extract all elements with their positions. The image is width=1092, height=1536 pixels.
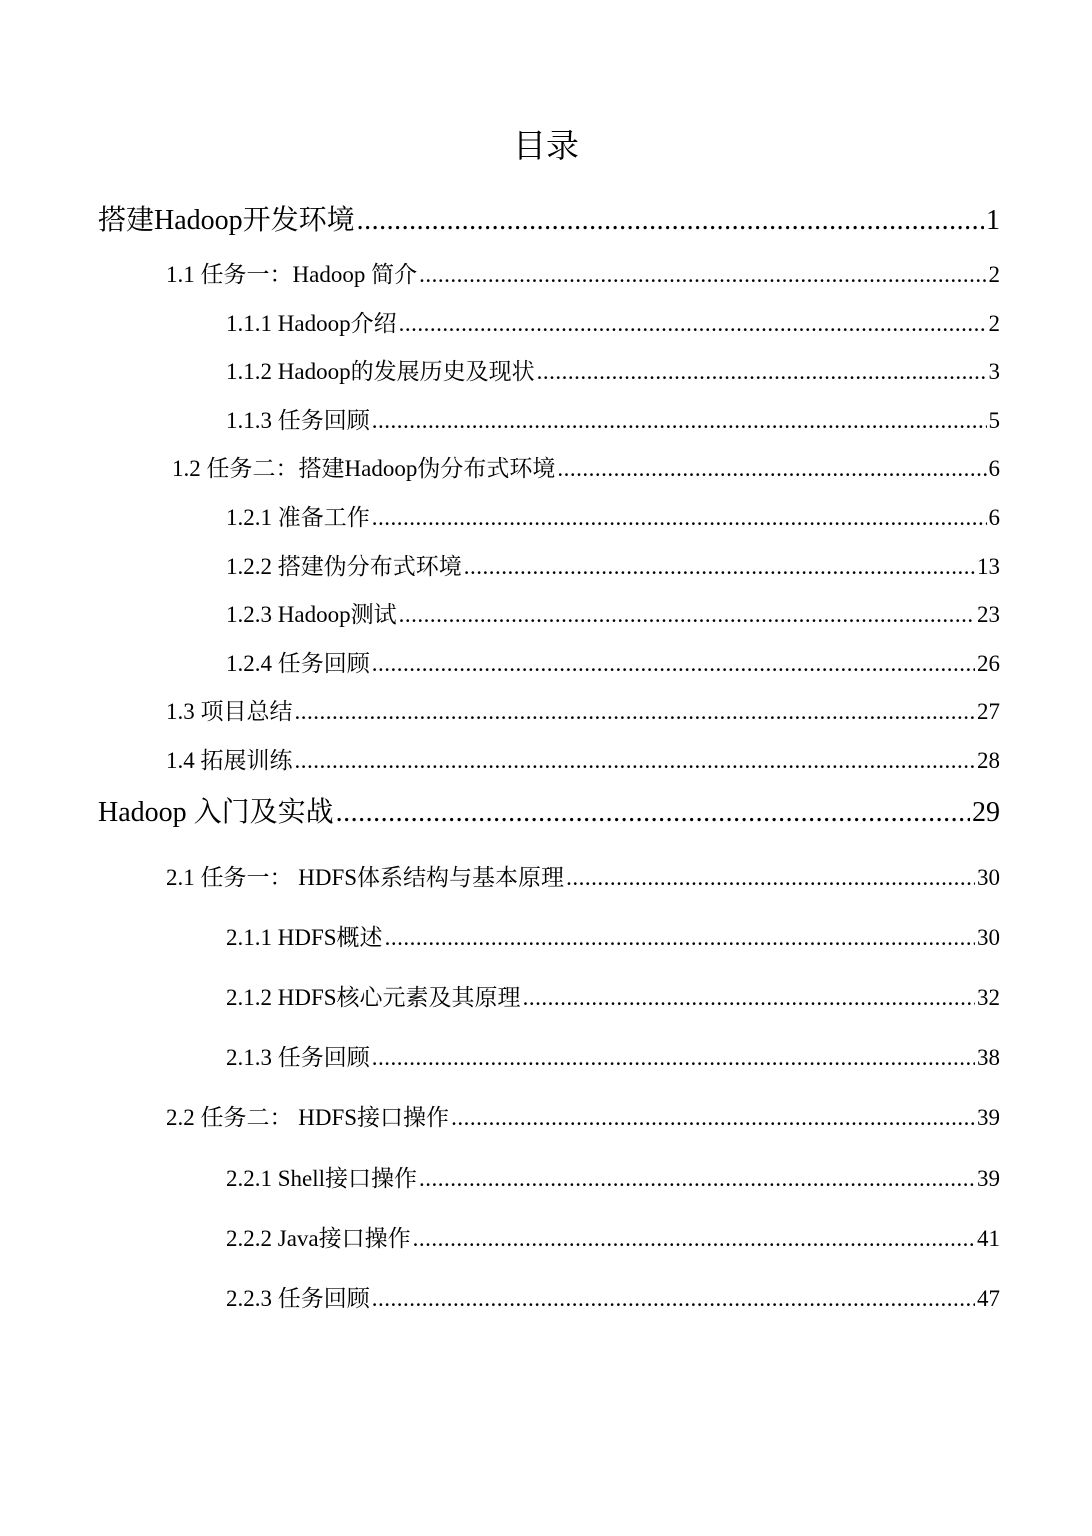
toc-page-number: 47 — [977, 1286, 1000, 1311]
toc-entry-label: 2.2 任务二： HDFS接口操作 — [166, 1105, 450, 1130]
toc-entry-1-1[interactable] — [166, 260, 1000, 290]
toc-entry-label: 1.1.1 Hadoop介绍 — [226, 311, 397, 336]
dot-leader — [385, 923, 975, 953]
toc-entry-label: 1.2.2 搭建伪分布式环境 — [226, 554, 462, 579]
dot-leader — [451, 1103, 975, 1133]
toc-page-number: 29 — [972, 797, 1000, 828]
toc-entry-label: 2.2.1 Shell接口操作 — [226, 1166, 418, 1191]
toc-entry-2-2-2[interactable] — [226, 1224, 1000, 1254]
toc-entry-label: 1.2 任务二：搭建Hadoop伪分布式环境 — [172, 456, 556, 481]
toc-page-number: 30 — [977, 925, 1000, 950]
dot-leader — [295, 746, 976, 776]
dot-leader — [372, 1043, 975, 1073]
dot-leader — [464, 552, 975, 582]
toc-page-number: 6 — [988, 505, 1000, 530]
toc-page-number: 1 — [986, 205, 1000, 236]
dot-leader — [357, 203, 984, 239]
dot-leader — [399, 600, 975, 630]
toc-entry-1-2-3[interactable] — [226, 600, 1000, 630]
toc-page-number: 27 — [977, 699, 1000, 724]
toc-entry-1-2-2[interactable] — [226, 552, 1000, 582]
toc-entry-chapter-1[interactable] — [98, 203, 1000, 239]
toc-entry-2-2-1[interactable] — [226, 1164, 1000, 1194]
toc-entry-1-4[interactable] — [166, 746, 1000, 776]
dot-leader — [413, 1224, 975, 1254]
toc-entry-1-2[interactable] — [172, 454, 1000, 484]
toc-page-number: 3 — [988, 359, 1000, 384]
toc-entry-2-2[interactable] — [166, 1103, 1000, 1133]
toc-page-number: 30 — [977, 865, 1000, 890]
toc-page-number: 39 — [977, 1166, 1000, 1191]
toc-entry-2-2-3[interactable] — [226, 1284, 1000, 1314]
toc-entry-label: 2.1.3 任务回顾 — [226, 1045, 370, 1070]
toc-entry-2-1-2[interactable] — [226, 983, 1000, 1013]
dot-leader — [523, 983, 975, 1013]
dot-leader — [419, 1164, 975, 1194]
toc-entry-label: 1.3 项目总结 — [166, 699, 293, 724]
toc-entry-label: 2.2.2 Java接口操作 — [226, 1226, 411, 1251]
toc-entry-1-1-2[interactable] — [226, 357, 1000, 387]
toc-page-number: 26 — [977, 651, 1000, 676]
dot-leader — [372, 503, 987, 533]
dot-leader — [557, 454, 986, 484]
toc-entry-1-3[interactable] — [166, 697, 1000, 727]
dot-leader — [336, 795, 970, 831]
toc-page-number: 28 — [977, 748, 1000, 773]
toc-entry-label: 2.1 任务一： HDFS体系结构与基本原理 — [166, 865, 565, 890]
toc-entry-1-1-3[interactable] — [226, 406, 1000, 436]
toc-page-number: 39 — [977, 1105, 1000, 1130]
toc-page-number: 41 — [977, 1226, 1000, 1251]
dot-leader — [537, 357, 987, 387]
toc-page-number: 2 — [988, 262, 1000, 287]
toc-entry-label: 2.1.2 HDFS核心元素及其原理 — [226, 985, 521, 1010]
toc-page-number: 23 — [977, 602, 1000, 627]
dot-leader — [566, 863, 975, 893]
dot-leader — [372, 406, 987, 436]
toc-entry-label: 2.1.1 HDFS概述 — [226, 925, 383, 950]
dot-leader — [372, 1284, 975, 1314]
toc-entry-label: 1.1.2 Hadoop的发展历史及现状 — [226, 359, 535, 384]
toc-entry-2-1-3[interactable] — [226, 1043, 1000, 1073]
toc-entry-chapter-2[interactable] — [98, 795, 1000, 831]
toc-entry-1-2-4[interactable] — [226, 649, 1000, 679]
toc-entry-label: 2.2.3 任务回顾 — [226, 1286, 370, 1311]
page-title: 目录 — [513, 126, 579, 165]
toc-entry-label: 搭建Hadoop开发环境 — [98, 205, 355, 236]
dot-leader — [372, 649, 975, 679]
toc-page-number: 2 — [988, 311, 1000, 336]
toc-page-number: 5 — [988, 408, 1000, 433]
toc-entry-1-2-1[interactable] — [226, 503, 1000, 533]
dot-leader — [419, 260, 986, 290]
toc-page-number: 13 — [977, 554, 1000, 579]
toc-entry-label: 1.1 任务一：Hadoop 简介 — [166, 262, 418, 287]
toc-entry-label: 1.2.1 准备工作 — [226, 505, 370, 530]
toc-entry-label: 1.4 拓展训练 — [166, 748, 293, 773]
toc-entry-label: 1.2.3 Hadoop测试 — [226, 602, 397, 627]
toc-entry-label: 1.1.3 任务回顾 — [226, 408, 370, 433]
toc-entry-1-1-1[interactable] — [226, 309, 1000, 339]
toc-entry-label: 1.2.4 任务回顾 — [226, 651, 370, 676]
dot-leader — [399, 309, 987, 339]
toc-entry-label: Hadoop 入门及实战 — [98, 797, 334, 828]
toc-entry-2-1-1[interactable] — [226, 923, 1000, 953]
toc-page-number: 32 — [977, 985, 1000, 1010]
dot-leader — [295, 697, 976, 727]
toc-page-number: 38 — [977, 1045, 1000, 1070]
toc-page-number: 6 — [988, 456, 1000, 481]
toc-entry-2-1[interactable] — [166, 863, 1000, 893]
